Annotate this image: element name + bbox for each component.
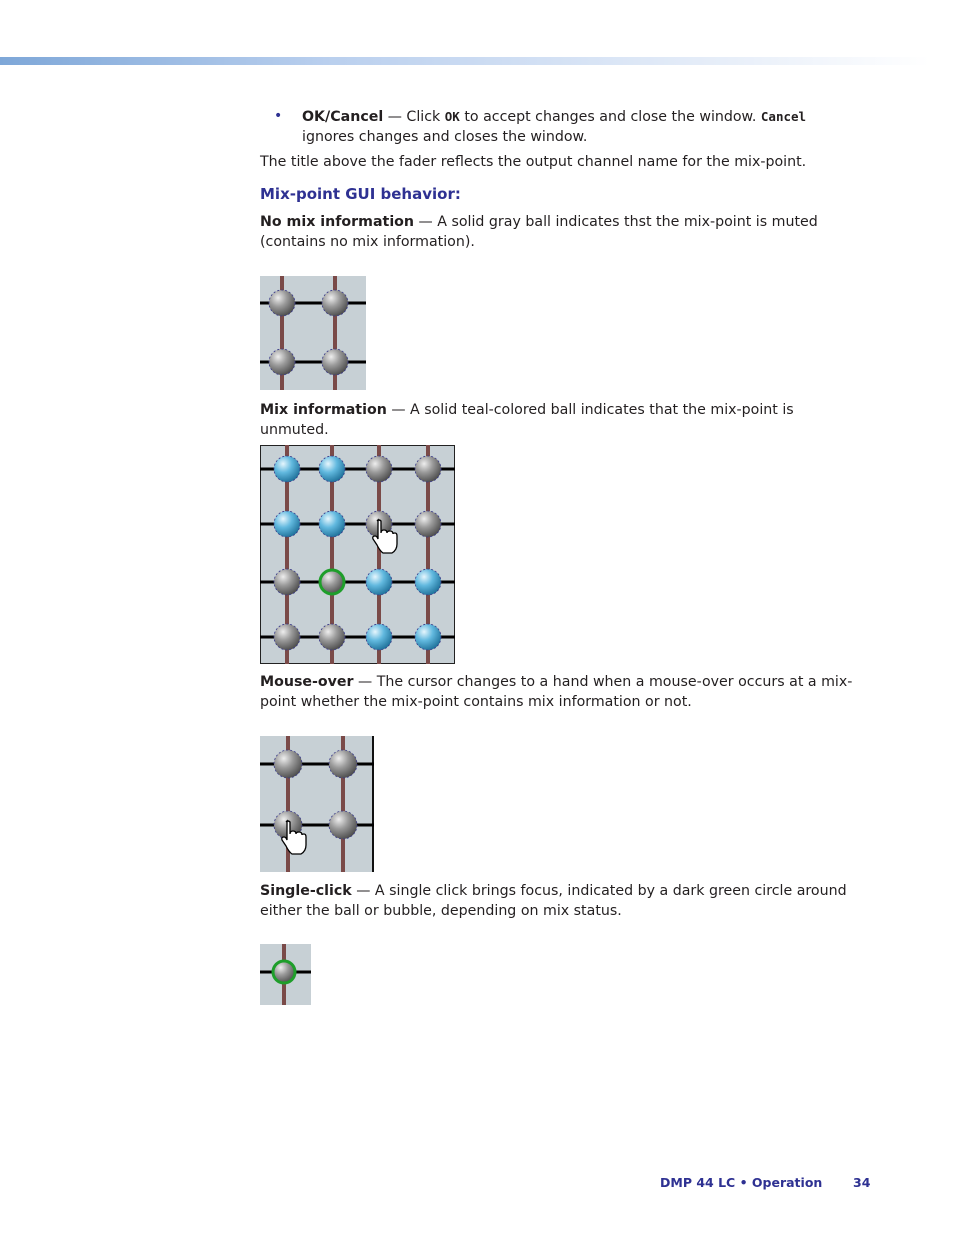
mix-info-paragraph: [260, 401, 855, 440]
ok-cancel-text: [302, 107, 850, 147]
muted-mix-point-ball[interactable]: [329, 750, 357, 778]
text-span: — Click: [383, 109, 445, 125]
muted-mix-point-ball[interactable]: [329, 811, 357, 839]
single-click-paragraph: [260, 882, 855, 921]
text-span: ignores changes and closes the window.: [302, 128, 588, 145]
mix-point-balls: [273, 961, 295, 983]
mouse-over-grid-figure: [260, 736, 374, 872]
muted-mix-point-ball[interactable]: [274, 624, 300, 650]
mix-point-balls: [274, 456, 441, 650]
no-mix-term: No mix information: [260, 214, 415, 230]
unmuted-mix-point-ball[interactable]: [366, 569, 392, 595]
no-mix-paragraph: [260, 213, 855, 252]
single-click-term: Single-click: [260, 883, 352, 899]
muted-mix-point-ball[interactable]: [415, 456, 441, 482]
text-span: — A solid teal-colored ball indicates that the mix-point is unmuted.: [260, 402, 794, 438]
unmuted-mix-point-ball[interactable]: [366, 624, 392, 650]
text-span: — A solid gray ball indicates thst the mix-point is muted (contains no mix information).: [260, 214, 818, 250]
section-heading: Mix-point GUI behavior:: [260, 185, 461, 203]
unmuted-mix-point-ball[interactable]: [274, 456, 300, 482]
muted-mix-point-ball[interactable]: [366, 456, 392, 482]
mouse-over-term: Mouse-over: [260, 674, 354, 690]
single-click-grid-figure: [260, 944, 311, 1005]
ok-cancel-term: OK/Cancel: [302, 109, 384, 125]
muted-mix-point-ball[interactable]: [274, 750, 302, 778]
muted-mix-point-ball[interactable]: [269, 290, 295, 316]
muted-mix-point-ball[interactable]: [274, 569, 300, 595]
unmuted-mix-point-ball[interactable]: [415, 569, 441, 595]
unmuted-mix-point-ball[interactable]: [319, 456, 345, 482]
muted-mix-point-ball[interactable]: [322, 290, 348, 316]
mouse-over-grid: [260, 736, 374, 872]
single-click-grid: [260, 944, 311, 1005]
focused-mix-point-ball[interactable]: [320, 570, 344, 594]
unmuted-mix-point-ball[interactable]: [319, 511, 345, 537]
muted-mix-point-ball[interactable]: [319, 624, 345, 650]
mix-info-grid: [260, 445, 455, 664]
page-number: 34: [853, 1175, 871, 1190]
footer-title: DMP 44 LC • Operation: [660, 1175, 823, 1190]
fader-title-note: The title above the fader reflects the output channel name for the mix-point.: [260, 154, 807, 170]
muted-mix-point-ball[interactable]: [269, 349, 295, 375]
no-mix-grid: [260, 276, 366, 390]
unmuted-mix-point-ball[interactable]: [415, 624, 441, 650]
mix-info-term: Mix information: [260, 402, 387, 418]
focused-mix-point-ball[interactable]: [273, 961, 295, 983]
muted-mix-point-ball[interactable]: [415, 511, 441, 537]
text-span: — The cursor changes to a hand when a mouse-over occurs at a mix-point whether the mix-point contains mix information or not.: [260, 674, 853, 710]
muted-mix-point-ball[interactable]: [322, 349, 348, 375]
mix-info-grid-figure: [260, 445, 455, 664]
unmuted-mix-point-ball[interactable]: [274, 511, 300, 537]
bullet-icon: •: [274, 108, 283, 124]
mouse-over-paragraph: [260, 673, 855, 712]
page-footer: [660, 1175, 871, 1190]
no-mix-grid-figure: [260, 276, 366, 390]
cancel-code: Cancel: [760, 109, 807, 124]
header-gradient-bar: [0, 57, 930, 65]
text-span: to accept changes and close the window.: [459, 109, 761, 125]
ok-code: OK: [444, 109, 460, 124]
ok-cancel-bullet: [260, 107, 850, 147]
text-span: — A single click brings focus, indicated by a dark green circle around either the ball or bubble, depending on mix status.: [260, 883, 847, 919]
